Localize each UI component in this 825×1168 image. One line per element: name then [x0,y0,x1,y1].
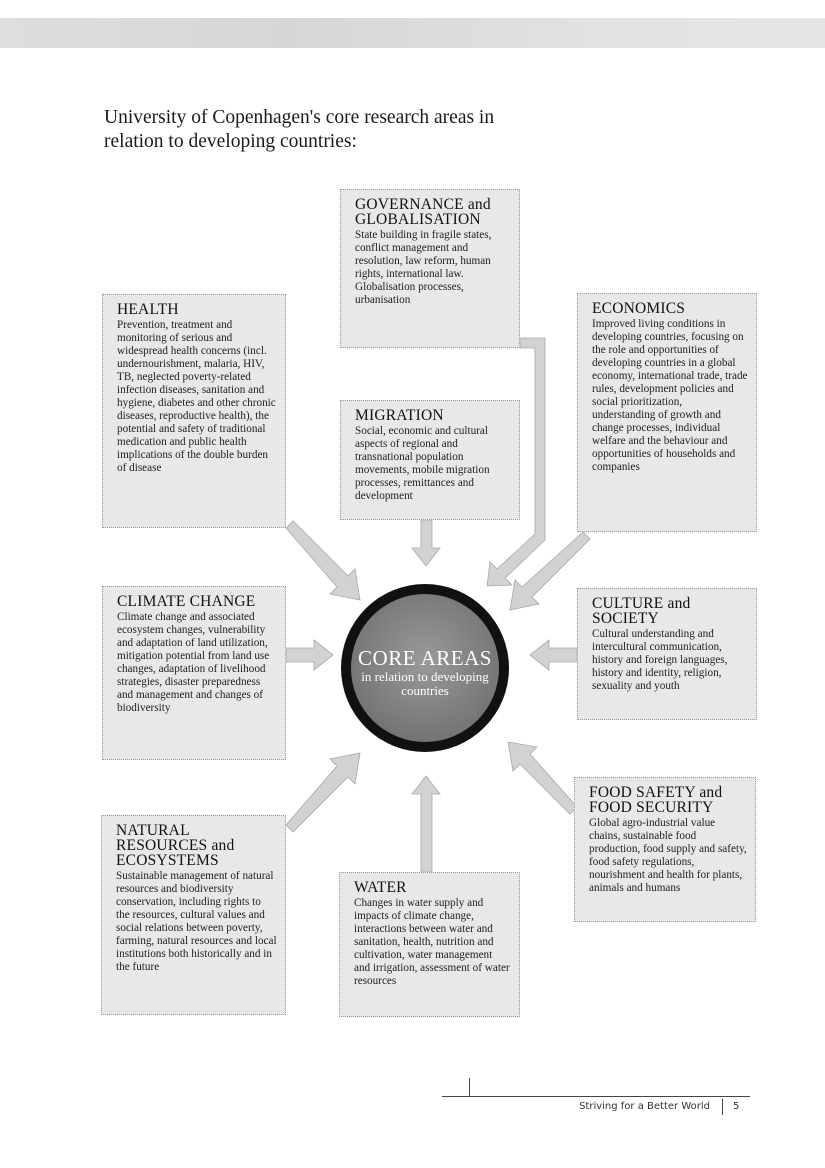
area-text: Global agro-industrial value chains, sustainable food production, food supply and safety, food safety regulations, nourishment and health for plants, animals and humans [589,817,747,894]
area-title: FOOD SAFETY and FOOD SECURITY [589,784,723,816]
area-title: NATURAL RESOURCES and ECOSYSTEMS [116,822,235,869]
area-food [574,777,756,922]
footer-tick [469,1078,470,1096]
area-economics [577,293,757,532]
core-subtitle: in relation to developing countries [361,669,489,698]
core-title: CORE AREAS [358,646,492,670]
arrow-food [508,742,577,814]
core-areas-circle [341,584,509,752]
page-title: University of Copenhagen's core research areas in relation to developing countries: [104,107,495,152]
area-migration [340,400,520,520]
core-areas-inner [351,594,499,742]
area-title: MIGRATION [355,407,444,424]
area-text: Changes in water supply and impacts of climate change, interactions between water and sanitation, health, nutrition and cultivation, water management and irrigation, assessment of water resources [354,897,510,987]
footer-separator [722,1099,723,1115]
area-title: HEALTH [117,301,179,318]
area-water [339,872,520,1017]
arrow-natural [286,753,360,832]
arrow-culture [530,640,577,670]
area-text: State building in fragile states, conflict management and resolution, law reform, human rights, international law. Globalisation processes, urbanisation [355,229,492,306]
area-health [102,294,286,528]
arrow-climate [286,640,333,670]
area-governance [340,189,520,348]
area-title: CULTURE and SOCIETY [592,595,691,627]
area-title: CLIMATE CHANGE [117,593,256,610]
area-text: Cultural understanding and intercultural communication, history and foreign languages, history and identity, religion, sexuality and youth [592,628,728,692]
area-text: Climate change and associated ecosystem changes, vulnerability and adaptation of land utilization, mitigation potential from land use changes, adaptation of livelihood strategies, disaster preparedness and management and changes of biodiversity [117,611,270,714]
area-natural [101,815,286,1015]
area-text: Sustainable management of natural resources and biodiversity conservation, including rights to the resources, cultural values and social relations between poverty, farming, natural resources and local institutions both historically and in the future [116,870,277,973]
area-culture [577,588,757,720]
area-text: Prevention, treatment and monitoring of serious and widespread health concerns (incl. undernourishment, malaria, HIV, TB, neglected poverty-related infection diseases, sanitation and hygiene, diabetes and other chronic diseases, reproductive health), the potential and safety of traditional medication and public health implications of the double burden of disease [117,319,276,474]
page-number: 5 [733,1101,740,1112]
area-title: ECONOMICS [592,300,686,317]
arrow-water [412,776,440,872]
area-title: WATER [354,879,407,896]
area-text: Improved living conditions in developing countries, focusing on the role and opportunities of developing countries in a global economy, international trade, trade rules, development policies and social prioritization, understanding of growth and change processes, individual welfare and the behaviour and opportunities of households and companies [592,318,748,473]
area-text: Social, economic and cultural aspects of regional and transnational population movements, mobile migration processes, remittances and development [355,425,490,502]
arrow-migration [412,520,440,566]
footer-text: Striving for a Better World [579,1101,710,1112]
area-climate [102,586,286,760]
area-title: GOVERNANCE and GLOBALISATION [355,196,491,228]
arrow-health [286,521,360,600]
footer-rule [442,1096,750,1097]
